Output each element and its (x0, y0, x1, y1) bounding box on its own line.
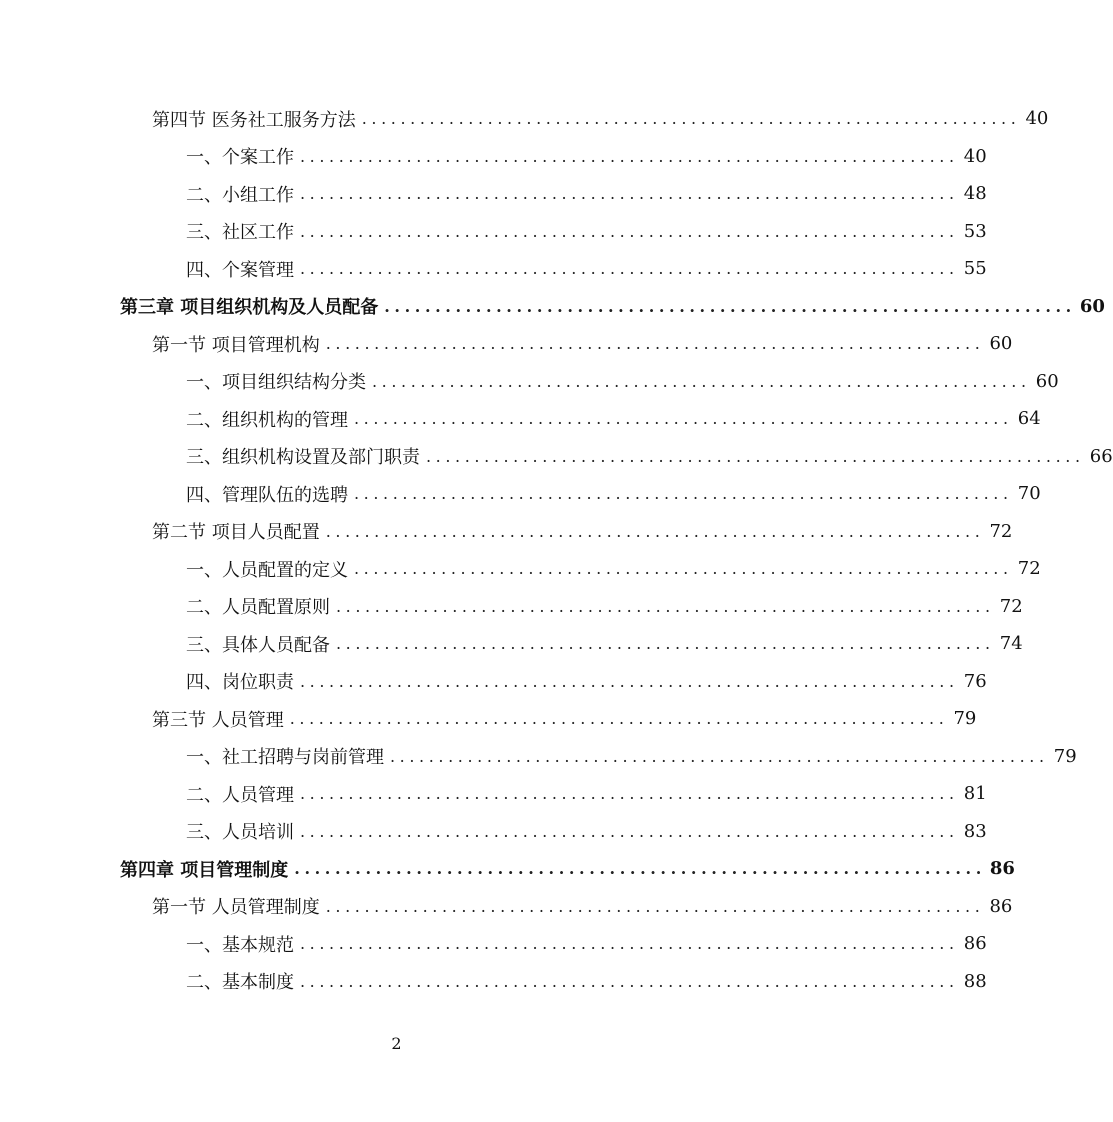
table-of-contents (0, 100, 1113, 1000)
toc-entry-page: 40 (963, 145, 987, 167)
toc-leader-dots: .................................................................... (289, 709, 949, 729)
toc-entry-page: 60 (1079, 295, 1105, 317)
toc-entry-page: 53 (963, 220, 987, 242)
toc-entry-title: 二、基本制度 (186, 972, 294, 994)
toc-leader-dots: .................................................................... (354, 409, 1013, 429)
toc-entry[interactable] (0, 663, 987, 701)
toc-entry[interactable] (0, 550, 1041, 588)
toc-entry-page: 86 (989, 895, 1013, 917)
toc-entry[interactable] (0, 363, 1059, 401)
toc-leader-dots: .................................................................... (300, 146, 959, 166)
toc-entry-title: 第二节 项目人员配置 (152, 522, 320, 544)
toc-entry[interactable] (0, 738, 1077, 776)
toc-leader-dots: .................................................................... (384, 296, 1076, 316)
toc-entry-page: 79 (953, 708, 977, 730)
toc-leader-dots: .................................................................... (300, 971, 959, 991)
toc-entry-title: 第三章 项目组织机构及人员配备 (120, 297, 379, 319)
toc-entry[interactable] (0, 475, 1041, 513)
toc-entry-title: 第三节 人员管理 (152, 709, 284, 731)
toc-leader-dots: .................................................................... (300, 821, 959, 841)
toc-entry-title: 一、个案工作 (186, 147, 294, 169)
toc-entry-title: 二、组织机构的管理 (186, 409, 348, 431)
toc-entry[interactable] (0, 325, 1013, 363)
toc-entry-title: 二、小组工作 (186, 184, 294, 206)
toc-entry[interactable] (0, 438, 1113, 476)
toc-leader-dots: .................................................................... (300, 221, 959, 241)
toc-entry-title: 第四章 项目管理制度 (120, 859, 289, 881)
toc-entry[interactable] (0, 100, 1049, 138)
toc-entry-page: 81 (963, 783, 987, 805)
toc-entry-page: 64 (1017, 408, 1041, 430)
toc-entry-title: 四、岗位职责 (186, 672, 294, 694)
toc-entry-page: 66 (1089, 445, 1113, 467)
toc-entry-title: 二、人员管理 (186, 784, 294, 806)
toc-entry[interactable] (0, 625, 1023, 663)
toc-leader-dots: .................................................................... (336, 596, 995, 616)
toc-entry-page: 86 (989, 858, 1015, 880)
toc-entry-title: 四、管理队伍的选聘 (186, 484, 348, 506)
toc-entry[interactable] (0, 588, 1023, 626)
toc-entry[interactable] (0, 250, 987, 288)
toc-entry[interactable] (0, 213, 987, 251)
toc-leader-dots: .................................................................... (354, 559, 1013, 579)
toc-leader-dots: .................................................................... (300, 259, 959, 279)
toc-entry-page: 60 (989, 333, 1013, 355)
toc-entry-page: 79 (1053, 745, 1077, 767)
toc-entry[interactable] (0, 175, 987, 213)
toc-entry-title: 二、人员配置原则 (186, 597, 330, 619)
toc-entry-title: 一、人员配置的定义 (186, 559, 348, 581)
toc-entry-page: 70 (1017, 483, 1041, 505)
toc-entry-title: 一、项目组织结构分类 (186, 372, 366, 394)
toc-entry-page: 55 (963, 258, 987, 280)
toc-entry[interactable] (0, 400, 1041, 438)
toc-entry-page: 40 (1025, 108, 1049, 130)
toc-entry[interactable] (0, 963, 987, 1001)
toc-leader-dots: .................................................................... (300, 784, 959, 804)
toc-leader-dots: .................................................................... (300, 934, 959, 954)
toc-entry-page: 76 (963, 670, 987, 692)
toc-chapter-entry[interactable] (0, 288, 1105, 326)
toc-entry-page: 83 (963, 820, 987, 842)
toc-leader-dots: .................................................................... (325, 334, 985, 354)
toc-entry[interactable] (0, 700, 977, 738)
toc-entry-title: 三、组织机构设置及部门职责 (186, 447, 420, 469)
toc-leader-dots: .................................................................... (426, 446, 1085, 466)
toc-chapter-entry[interactable] (0, 850, 1015, 888)
toc-entry-title: 一、社工招聘与岗前管理 (186, 747, 384, 769)
toc-leader-dots: .................................................................... (390, 746, 1049, 766)
toc-leader-dots: .................................................................... (354, 484, 1013, 504)
toc-entry-page: 60 (1035, 370, 1059, 392)
toc-entry-title: 三、社区工作 (186, 222, 294, 244)
toc-entry-title: 四、个案管理 (186, 259, 294, 281)
toc-entry-title: 第一节 人员管理制度 (152, 897, 320, 919)
toc-leader-dots: .................................................................... (372, 371, 1031, 391)
toc-entry-title: 第一节 项目管理机构 (152, 334, 320, 356)
toc-entry-title: 三、具体人员配备 (186, 634, 330, 656)
toc-entry-page: 86 (963, 933, 987, 955)
toc-entry[interactable] (0, 925, 987, 963)
toc-leader-dots: .................................................................... (325, 521, 985, 541)
toc-leader-dots: .................................................................... (361, 109, 1021, 129)
toc-leader-dots: .................................................................... (325, 896, 985, 916)
toc-entry[interactable] (0, 775, 987, 813)
toc-entry-page: 72 (1017, 558, 1041, 580)
toc-entry[interactable] (0, 513, 1013, 551)
toc-entry[interactable] (0, 813, 987, 851)
toc-entry-page: 72 (999, 595, 1023, 617)
toc-entry-title: 一、基本规范 (186, 934, 294, 956)
toc-entry[interactable] (0, 138, 987, 176)
toc-entry-page: 74 (999, 633, 1023, 655)
toc-entry-page: 72 (989, 520, 1013, 542)
toc-leader-dots: .................................................................... (300, 671, 959, 691)
toc-entry[interactable] (0, 888, 1013, 926)
toc-leader-dots: .................................................................... (300, 184, 959, 204)
toc-entry-title: 三、人员培训 (186, 822, 294, 844)
toc-entry-page: 48 (963, 183, 987, 205)
toc-leader-dots: .................................................................... (294, 859, 986, 879)
toc-leader-dots: .................................................................... (336, 634, 995, 654)
page-number: 2 (391, 1034, 402, 1053)
toc-entry-title: 第四节 医务社工服务方法 (152, 109, 356, 131)
toc-entry-page: 88 (963, 970, 987, 992)
